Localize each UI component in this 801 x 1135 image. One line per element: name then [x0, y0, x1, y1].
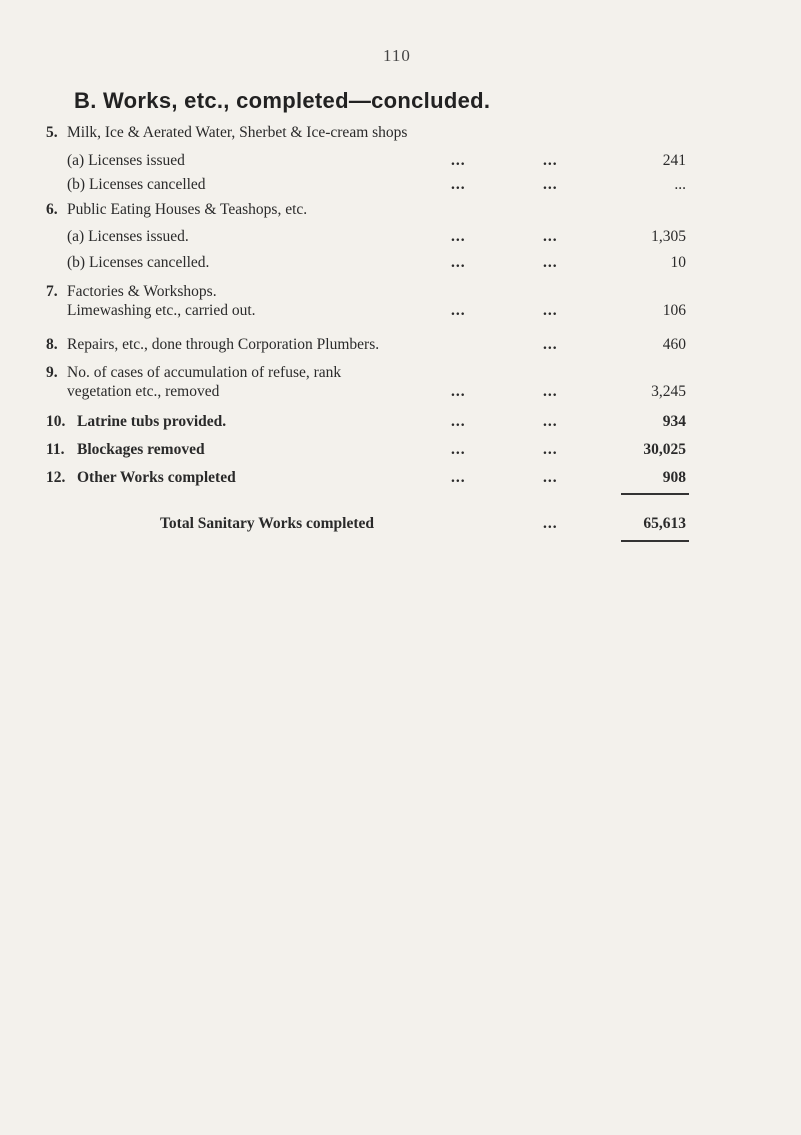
page-number: 110 — [383, 46, 411, 65]
item-label: Repairs, etc., done through Corporation Plumbers. — [67, 336, 380, 353]
item-number: 10. — [46, 413, 66, 430]
item-label: Factories & Workshops. — [67, 283, 217, 300]
total-label: Total Sanitary Works completed — [160, 515, 375, 532]
leader-dots: ... — [543, 336, 558, 353]
item-label: (b) Licenses cancelled — [67, 176, 206, 193]
item-value: 241 — [662, 152, 686, 169]
leader-dots: ... — [451, 228, 466, 245]
item-label: (b) Licenses cancelled. — [67, 254, 210, 271]
item-value: 30,025 — [643, 441, 686, 458]
item-value: 908 — [662, 469, 686, 486]
leader-dots: ... — [543, 515, 558, 532]
leader-dots: ... — [451, 441, 466, 458]
item-label: Latrine tubs provided. — [77, 413, 227, 430]
leader-dots: ... — [451, 176, 466, 193]
leader-dots: ... — [543, 254, 558, 271]
item-value: 3,245 — [651, 383, 686, 400]
leader-dots: ... — [543, 152, 558, 169]
section-heading: B. Works, etc., completed—concluded. — [74, 88, 491, 113]
item-value: ... — [674, 176, 686, 193]
leader-dots: ... — [451, 302, 466, 319]
item-number: 8. — [46, 336, 58, 353]
item-value: 934 — [662, 413, 686, 430]
item-value: 10 — [670, 254, 686, 271]
leader-dots: ... — [451, 152, 466, 169]
item-value: 106 — [662, 302, 686, 319]
item-label: Other Works completed — [77, 469, 236, 486]
item-label: vegetation etc., removed — [67, 383, 220, 400]
item-label: Blockages removed — [77, 441, 205, 458]
total-value: 65,613 — [643, 515, 686, 532]
leader-dots: ... — [543, 441, 558, 458]
leader-dots: ... — [451, 413, 466, 430]
item-number: 7. — [46, 283, 58, 300]
item-value: 1,305 — [651, 228, 686, 245]
subtotal-rule — [621, 493, 689, 495]
item-label: Limewashing etc., carried out. — [67, 302, 256, 319]
total-rule — [621, 540, 689, 542]
item-number: 12. — [46, 469, 66, 486]
leader-dots: ... — [543, 413, 558, 430]
item-label: Milk, Ice & Aerated Water, Sherbet & Ice-cream shops — [67, 124, 408, 141]
leader-dots: ... — [543, 383, 558, 400]
item-label: No. of cases of accumulation of refuse, rank — [67, 364, 342, 381]
item-number: 5. — [46, 124, 58, 141]
leader-dots: ... — [543, 176, 558, 193]
leader-dots: ... — [543, 228, 558, 245]
item-label: (a) Licenses issued — [67, 152, 185, 169]
item-value: 460 — [662, 336, 686, 353]
item-label: (a) Licenses issued. — [67, 228, 189, 245]
item-number: 9. — [46, 364, 58, 381]
leader-dots: ... — [451, 469, 466, 486]
item-number: 11. — [46, 441, 65, 458]
leader-dots: ... — [543, 469, 558, 486]
leader-dots: ... — [451, 254, 466, 271]
leader-dots: ... — [543, 302, 558, 319]
leader-dots: ... — [451, 383, 466, 400]
item-number: 6. — [46, 201, 58, 218]
item-label: Public Eating Houses & Teashops, etc. — [67, 201, 308, 218]
